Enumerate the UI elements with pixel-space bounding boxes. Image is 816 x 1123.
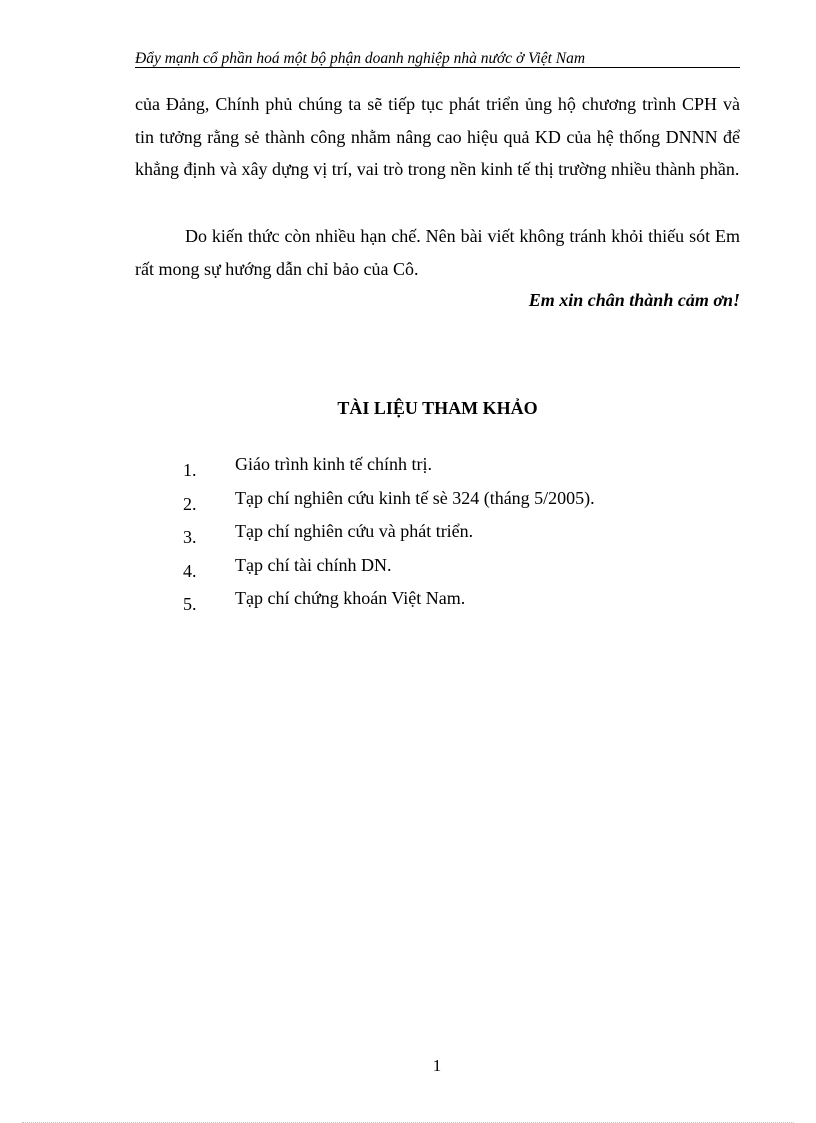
reference-item [183, 586, 703, 620]
reference-item [183, 486, 703, 520]
closing-thanks: Em xin chân thành cảm ơn! [528, 290, 740, 310]
references-title: TÀI LIỆU THAM KHẢO [337, 398, 538, 418]
reference-text: Tạp chí nghiên cứu kinh tế sè 324 (tháng 5/2005). [235, 487, 595, 508]
reference-item [183, 519, 703, 553]
reference-number: 3. [183, 527, 197, 547]
references-list [183, 452, 703, 620]
reference-number: 2. [183, 493, 197, 514]
page-number: 1 [432, 1056, 442, 1075]
reference-text: Giáo trình kinh tế chính trị. [235, 454, 432, 474]
reference-text: Tạp chí nghiên cứu và phát triển. [235, 521, 474, 541]
reference-text: Tạp chí chứng khoán Việt Nam. [235, 588, 466, 608]
paragraph-conclusion: của Đảng, Chính phủ chúng ta sẽ tiếp tục phát triển ủng hộ chương trình CPH và tin tưởng rằng sẻ thành công nhằm nâng cao hiệu quả KD của hệ thống DNNN để khẳng định và xây dựng vị trí, vai trò trong nền kinh tế thị trường nhiều thành phần. [135, 94, 740, 179]
reference-text: Tạp chí tài chính DN. [235, 554, 392, 575]
reference-number: 5. [183, 594, 197, 614]
running-header: Đẩy mạnh cổ phần hoá một bộ phận doanh nghiệp nhà nước ở Việt Nam [135, 50, 586, 67]
reference-item [183, 452, 703, 486]
reference-number: 4. [183, 560, 197, 581]
header-rule [135, 67, 740, 68]
paragraph-apology: Do kiến thức còn nhiều hạn chế. Nên bài viết không tránh khỏi thiếu sót Em rất mong sự hướng dẫn chỉ bảo của Cô. [135, 226, 740, 279]
reference-number: 1. [183, 460, 197, 480]
reference-item [183, 553, 703, 587]
